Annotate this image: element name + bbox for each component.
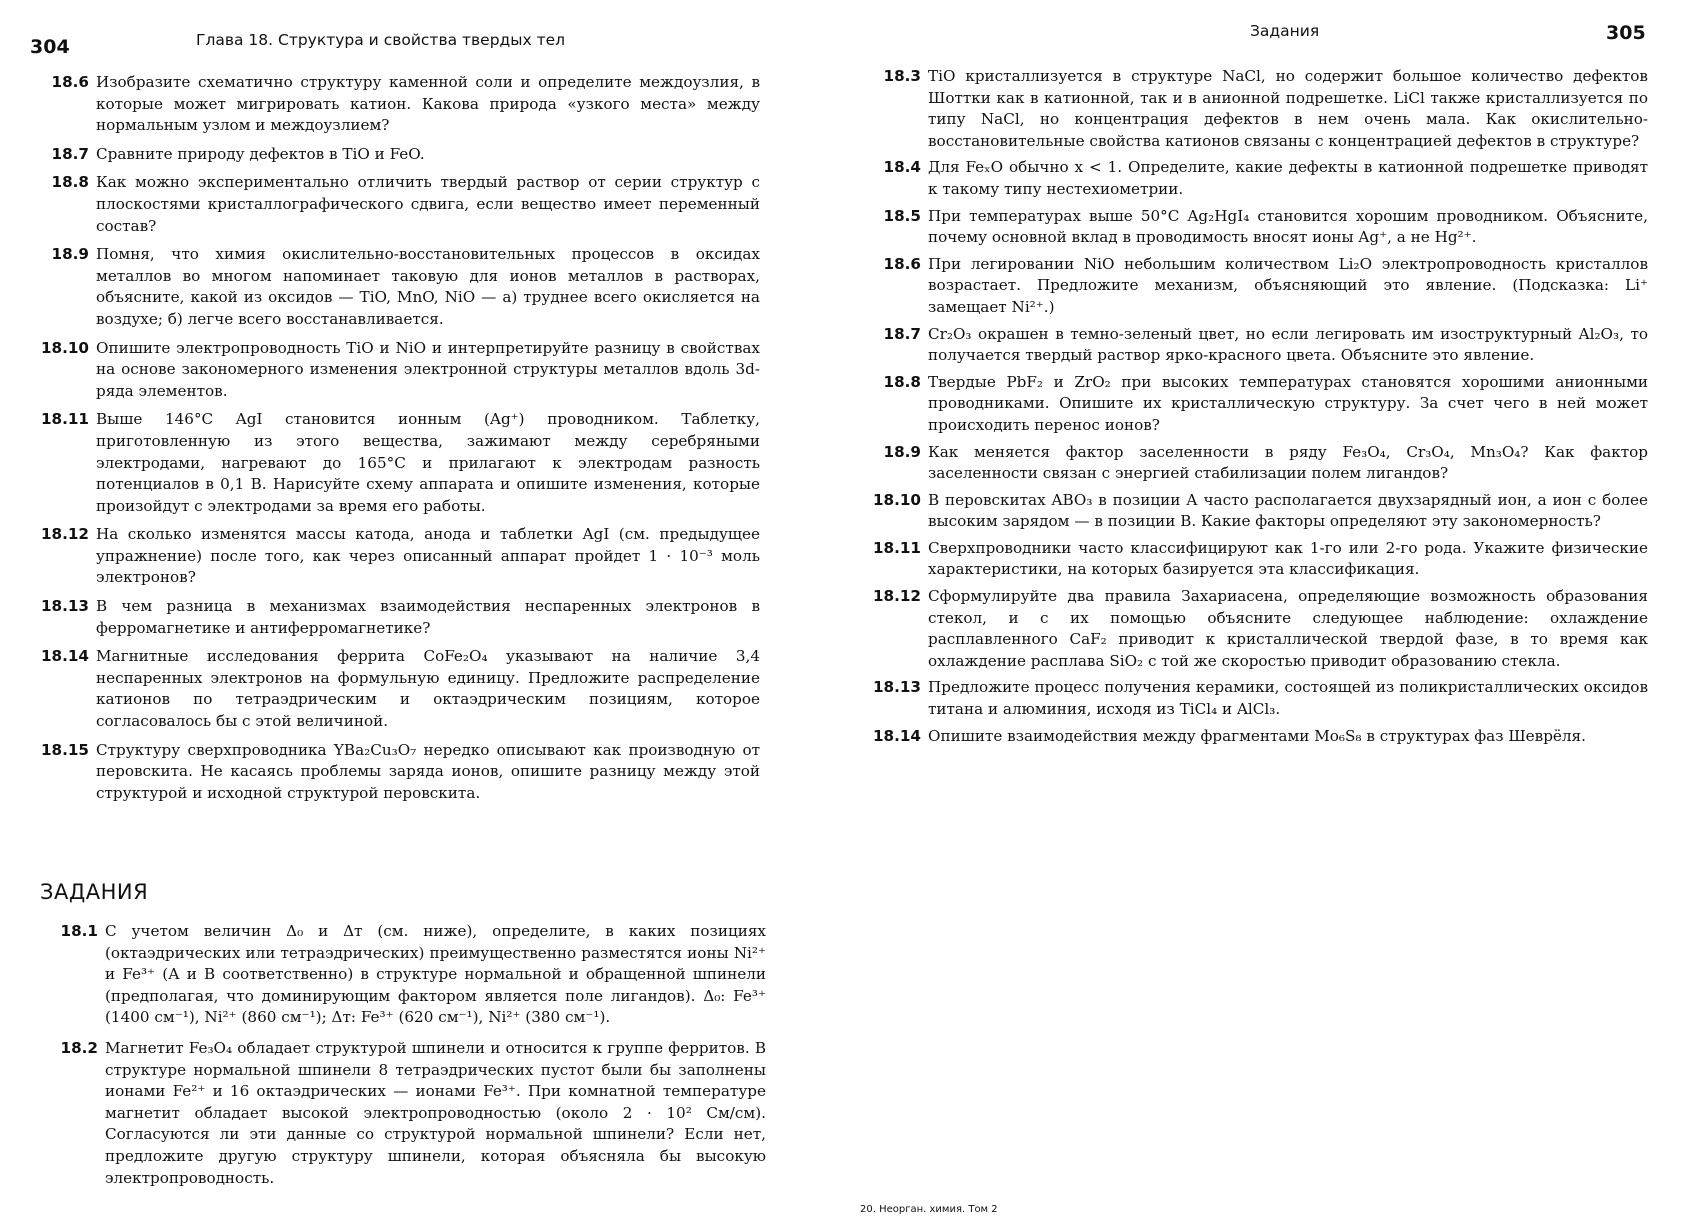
task-text: При температурах выше 50°C Ag₂HgI₄ становится хорошим проводником. Объясните, почему основной вклад в проводимость вносят ионы Ag⁺, а не Hg²⁺. — [928, 206, 1648, 247]
question-text: Выше 146°C AgI становится ионным (Ag⁺) проводником. Таблетку, приготовленную из этого вещества, зажимают между серебряными электродами, нагревают до 165°C и прилагают к электродам разность потенциалов в 0,1 В. Нарисуйте схему аппарата и опишите изменения, которые произойдут с электродами за время его работы. — [96, 410, 760, 515]
task-text: Cr₂O₃ окрашен в темно-зеленый цвет, но если легировать им изоструктурный Al₂O₃, то получается твердый раствор ярко-красного цвета. Объясните это явление. — [928, 324, 1648, 365]
task-item — [862, 726, 1648, 748]
task-number: 18.13 — [872, 678, 921, 697]
task-text: Магнетит Fe₃O₄ обладает структурой шпинели и относится к группе ферритов. В структуре нормальной шпинели 8 тетраэдрических пустот были бы заполнены ионами Fe²⁺ и 16 октаэдрических — ионами Fe³⁺. При комнатной температуре магнетит обладает высокой электропроводностью (около 2 · 10² См/см). Согласуются ли эти данные со структурой нормальной шпинели? Если нет, предложите другую структуру шпинели, которая объясняла бы высокую электропроводность. — [105, 1038, 766, 1187]
task-text: Для FeₓO обычно x < 1. Определите, какие дефекты в катионной подрешетке приводят к такому типу нестехиометрии. — [928, 158, 1648, 198]
footer-signature: 20. Неорган. химия. Том 2 — [860, 1204, 998, 1215]
question-number: 18.11 — [40, 410, 89, 429]
task-number: 18.10 — [872, 490, 921, 509]
question-text: Помня, что химия окислительно-восстановительных процессов в оксидах металлов во многом напоминает таковую для ионов металлов в растворах, объясните, какой из оксидов — TiO, MnO, NiO — а) труднее всего окисляется на воздухе; б) легче всего восстанавливается. — [96, 245, 760, 328]
question-number: 18.7 — [51, 144, 89, 163]
task-number: 18.12 — [872, 587, 921, 606]
task-text: С учетом величин Δ₀ и Δт (см. ниже), определите, в каких позициях (октаэдрических или тетраэдрических) преимущественно разместятся ионы Ni²⁺ и Fe³⁺ (А и В соответственно) в структуре нормальной и обращенной шпинели (предполагая, что доминирующим фактором является поле лигандов). Δ₀: Fe³⁺ (1400 см⁻¹), Ni²⁺ (860 см⁻¹); Δт: Fe³⁺ (620 см⁻¹), Ni²⁺ (380 см⁻¹). — [105, 922, 766, 1027]
task-text: При легировании NiO небольшим количеством Li₂O электропроводность кристаллов возрастает. Предложите механизм, объясняющий это явление. (Подсказка: Li⁺ замещает Ni²⁺.) — [928, 254, 1648, 316]
task-item — [862, 157, 1648, 200]
task-number: 18.5 — [883, 206, 921, 225]
task-item — [862, 372, 1648, 437]
question-text: Магнитные исследования феррита CoFe₂O₄ указывают на наличие 3,4 неспаренных электронов на формульную единицу. Предложите распределение катионов по тетраэдрическим и октаэдрическим позициям, которое согласовалось бы с этой величиной. — [96, 647, 760, 731]
task-number: 18.6 — [883, 254, 921, 273]
page-number-right: 305 — [1606, 22, 1646, 44]
question-item — [34, 72, 760, 137]
question-number: 18.8 — [51, 173, 89, 192]
task-item — [862, 324, 1648, 367]
question-item — [34, 144, 760, 166]
question-item — [34, 338, 760, 403]
tasks-list-right — [862, 66, 1648, 752]
questions-list — [34, 72, 760, 811]
task-number: 18.3 — [883, 67, 921, 85]
question-item — [34, 524, 760, 589]
task-number: 18.9 — [883, 442, 921, 461]
task-text: Твердые PbF₂ и ZrO₂ при высоких температурах становятся хорошими анионными проводниками. Опишите их кристаллическую структуру. За счет чего в ней может происходить перенос ионов? — [928, 372, 1648, 434]
question-text: На сколько изменятся массы катода, анода и таблетки AgI (см. предыдущее упражнение) после того, как через описанный аппарат пройдет 1 · 10⁻³ моль электронов? — [96, 525, 760, 587]
question-item — [34, 244, 760, 330]
task-text: TiO кристаллизуется в структуре NaCl, но содержит большое количество дефектов Шоттки как в катионной, так и в анионной подрешетке. LiCl также кристаллизуется по типу NaCl, но концентрация дефектов в нем очень мала. Как окислительно-восстановительные свойства катионов связаны с концентрацией дефектов в структуре? — [928, 67, 1648, 150]
task-item — [862, 538, 1648, 581]
question-number: 18.14 — [40, 647, 89, 666]
question-text: Опишите электропроводность TiO и NiO и интерпретируйте разницу в свойствах на основе закономерного изменения электронной структуры металлов вдоль 3d-ряда элементов. — [96, 338, 760, 400]
question-item — [34, 740, 760, 805]
question-number: 18.12 — [40, 525, 89, 544]
task-text: Как меняется фактор заселенности в ряду Fe₃O₄, Cr₃O₄, Mn₃O₄? Как фактор заселенности связан с энергией стабилизации полем лигандов? — [928, 442, 1648, 483]
task-number: 18.4 — [883, 158, 921, 177]
task-item — [862, 490, 1648, 533]
question-number: 18.6 — [51, 73, 89, 91]
question-number: 18.10 — [40, 338, 89, 357]
task-number: 18.8 — [883, 372, 921, 391]
task-text: Предложите процесс получения керамики, состоящей из поликристаллических оксидов титана и алюминия, исходя из TiCl₄ и AlCl₃. — [928, 678, 1648, 719]
question-number: 18.13 — [40, 597, 89, 616]
running-head-left: Глава 18. Структура и свойства твердых тел — [196, 31, 566, 49]
question-text: Структуру сверхпроводника YBa₂Cu₃O₇ нередко описывают как производную от перовскита. Не касаясь проблемы заряда ионов, опишите разницу между этой структурой и исходной структурой перовскита. — [96, 740, 760, 802]
task-item — [48, 1038, 766, 1189]
task-text: Сформулируйте два правила Захариасена, определяющие возможность образования стекол, и с их помощью объясните следующее наблюдение: охлаждение расплавленного CaF₂ приводит к кристаллической твердой фазе, в то время как охлаждение расплава SiO₂ с той же скоростью приводит образованию стекла. — [928, 587, 1648, 670]
task-item — [862, 677, 1648, 720]
task-number: 18.2 — [60, 1038, 98, 1057]
right-page — [842, 0, 1684, 1224]
question-number: 18.9 — [51, 245, 89, 264]
task-number: 18.11 — [872, 538, 921, 557]
question-item — [34, 596, 760, 639]
question-item — [34, 646, 760, 732]
section-title: ЗАДАНИЯ — [40, 880, 149, 904]
question-text: Изобразите схематично структуру каменной соли и определите междоузлия, в которые может мигрировать катион. Какова природа «узкого места» между нормальным узлом и междоузлием? — [96, 73, 760, 135]
task-number: 18.7 — [883, 324, 921, 343]
tasks-list-left — [48, 921, 766, 1198]
task-text: В перовскитах ABO₃ в позиции А часто располагается двухзарядный ион, а ион с более высоким зарядом — в позиции В. Какие факторы определяют эту закономерность? — [928, 490, 1648, 531]
page-number-left: 304 — [30, 36, 70, 58]
task-text: Опишите взаимодействия между фрагментами Mo₆S₈ в структурах фаз Шеврёля. — [928, 726, 1586, 745]
task-item — [862, 66, 1648, 152]
task-item — [48, 921, 766, 1029]
question-number: 18.15 — [40, 740, 89, 759]
task-item — [862, 442, 1648, 485]
task-item — [862, 586, 1648, 672]
question-item — [34, 409, 760, 517]
question-item — [34, 172, 760, 237]
question-text: Как можно экспериментально отличить твердый раствор от серии структур с плоскостями кристаллографического сдвига, если вещество имеет переменный состав? — [96, 173, 760, 235]
question-text: Сравните природу дефектов в TiO и FeO. — [96, 144, 425, 163]
task-item — [862, 206, 1648, 249]
running-head-right: Задания — [1250, 22, 1320, 40]
task-text: Сверхпроводники часто классифицируют как 1-го или 2-го рода. Укажите физические характеристики, на которых базируется эта классификация. — [928, 538, 1648, 579]
task-number: 18.1 — [60, 922, 98, 940]
task-item — [862, 254, 1648, 319]
task-number: 18.14 — [872, 726, 921, 745]
question-text: В чем разница в механизмах взаимодействия неспаренных электронов в ферромагнетике и антиферромагнетике? — [96, 597, 760, 637]
